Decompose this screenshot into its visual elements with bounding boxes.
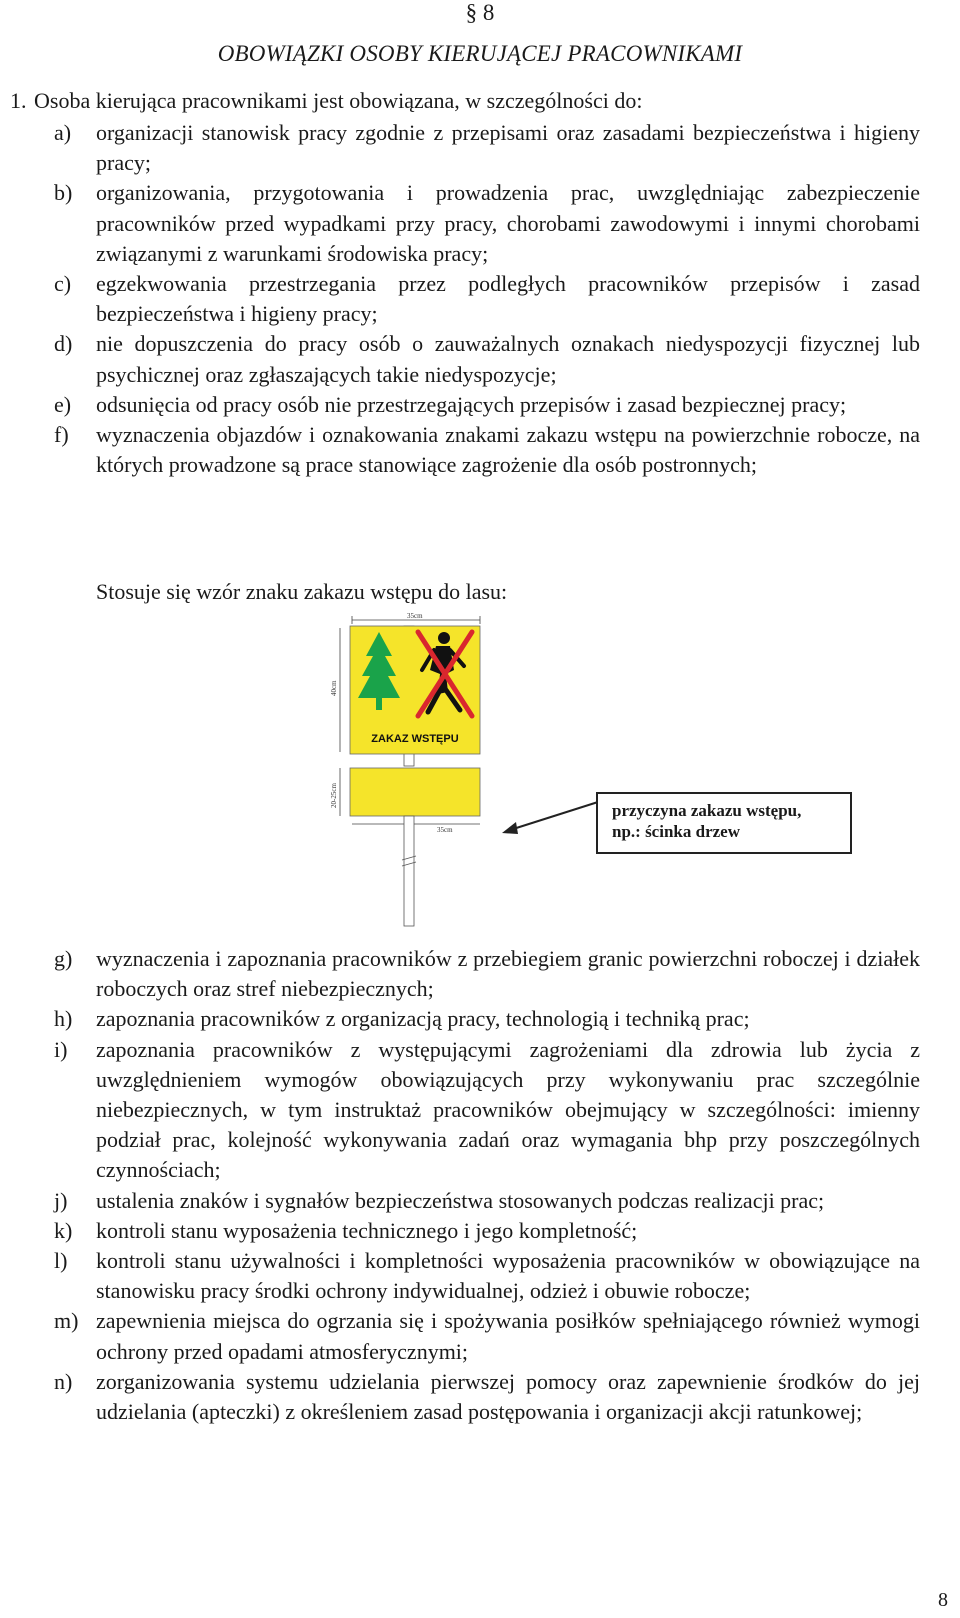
item-label: i) [54,1036,68,1062]
list-item [54,1246,920,1306]
duties-list-first [54,118,920,480]
item-label: c) [54,271,72,297]
item-label: f) [54,422,69,448]
list-item [54,1186,920,1216]
list-item [54,420,920,480]
tree-trunk [376,698,382,710]
list-item [54,1306,920,1366]
item-label: h) [54,1006,73,1032]
list-item [54,118,920,178]
lower-height-label: 20-25cm [330,783,338,808]
item-text: kontroli stanu używalności i kompletności wyposażenia pracowników w obowiązujące na stanowisku pracy środki ochrony indywidualnej, odzież i obuwie robocze; [96,1248,920,1304]
item-text: kontroli stanu wyposażenia technicznego i jego kompletność; [96,1217,638,1243]
list-item [54,1035,920,1186]
item-label: b) [54,180,73,206]
item-label: m) [54,1308,79,1334]
list-item [54,269,920,329]
item-label: g) [54,946,73,971]
callout-line-1: przyczyna zakazu wstępu, [612,801,802,820]
item-text: zapoznania pracowników z organizacją pracy, technologią i techniką prac; [96,1006,750,1032]
item-label: j) [54,1187,68,1213]
section-number: § 8 [465,0,495,25]
no-entry-sign-figure [330,612,500,934]
item-label: a) [54,120,72,145]
item-text: nie dopuszczenia do pracy osób o zauważalnych oznakach niedyspozycji fizycznej lub psychicznej oraz zgłaszających takie niedyspozycje; [96,331,920,387]
list-item [54,390,920,420]
item-text: organizowania, przygotowania i prowadzenia prac, uwzględniając zabezpieczenie pracowników przed wypadkami przy pracy, chorobami zawodowymi i innymi chorobami związanymi z warunkami środowiska pracy; [96,180,920,266]
height-label: 40cm [330,680,338,696]
item-text: odsunięcia od pracy osób nie przestrzegających przepisów i zasad bezpiecznej pracy; [96,391,847,417]
list-item [54,1216,920,1246]
lower-width-label: 35cm [437,826,453,834]
callout-arrow-icon [500,800,600,840]
sign-post-lower [404,816,414,926]
intro-text: Osoba kierująca pracownikami jest obowiązana, w szczególności do: [34,88,643,113]
sign-text: ZAKAZ WSTĘPU [371,733,459,745]
item-text: organizacji stanowisk pracy zgodnie z przepisami oraz zasadami bezpieczeństwa i higieny pracy; [96,120,920,176]
item-text: wyznaczenia i zapoznania pracowników z przebiegiem granic powierzchni roboczej i działek roboczych oraz stref niebezpiecznych; [96,946,920,1002]
item-text: wyznaczenia objazdów i oznakowania znakami zakazu wstępu na powierzchnie robocze, na których prowadzone są prace stanowiące zagrożenie dla osób postronnych; [96,422,920,478]
intro-paragraph [10,86,642,116]
sign-lower-panel [350,768,480,816]
item-text: ustalenia znaków i sygnałów bezpieczeństwa stosowanych podczas realizacji prac; [96,1187,825,1213]
callout-line-2: np.: ścinka drzew [612,822,740,841]
duties-list-second [54,944,920,1427]
width-label: 35cm [407,612,423,620]
sign-caption: Stosuje się wzór znaku zakazu wstępu do lasu: [96,579,508,604]
item-text: zapewnienia miejsca do ogrzania się i spożywania posiłków spełniającego również wymogi ochrony przed opadami atmosferycznymi; [96,1308,920,1364]
item-text: zapoznania pracowników z występującymi zagrożeniami dla zdrowia lub życia z uwzględnieniem wymogów obowiązujących przy wykonywaniu prac szczególnie niebezpiecznych, w tym instruktaż pracowników obejmujący w szczególności: imienny podział prac, kolejność wykonywania zadań oraz wymagania bhp przy poszczególnych czynnościach; [96,1036,920,1183]
callout-box [596,792,852,854]
intro-number: 1. [10,88,27,113]
page-number: 8 [938,1589,948,1611]
list-item [54,329,920,389]
list-item [54,944,920,1004]
item-label: n) [54,1368,73,1394]
item-text: zorganizowania systemu udzielania pierwszej pomocy oraz zapewnienie środków do jej udzielania (apteczki) z określeniem zasad postępowania i organizacji akcji ratunkowej; [96,1368,920,1425]
item-label: k) [54,1217,73,1243]
item-label: l) [54,1248,68,1274]
list-item [54,1367,920,1427]
list-item [54,178,920,269]
item-label: d) [54,331,73,357]
list-item [54,1004,920,1034]
section-heading: OBOWIĄZKI OSOBY KIERUJĄCEJ PRACOWNIKAMI [217,41,743,66]
item-label: e) [54,391,72,417]
item-text: egzekwowania przestrzegania przez podległych pracowników przepisów i zasad bezpieczeństwa i higieny pracy; [96,271,920,327]
